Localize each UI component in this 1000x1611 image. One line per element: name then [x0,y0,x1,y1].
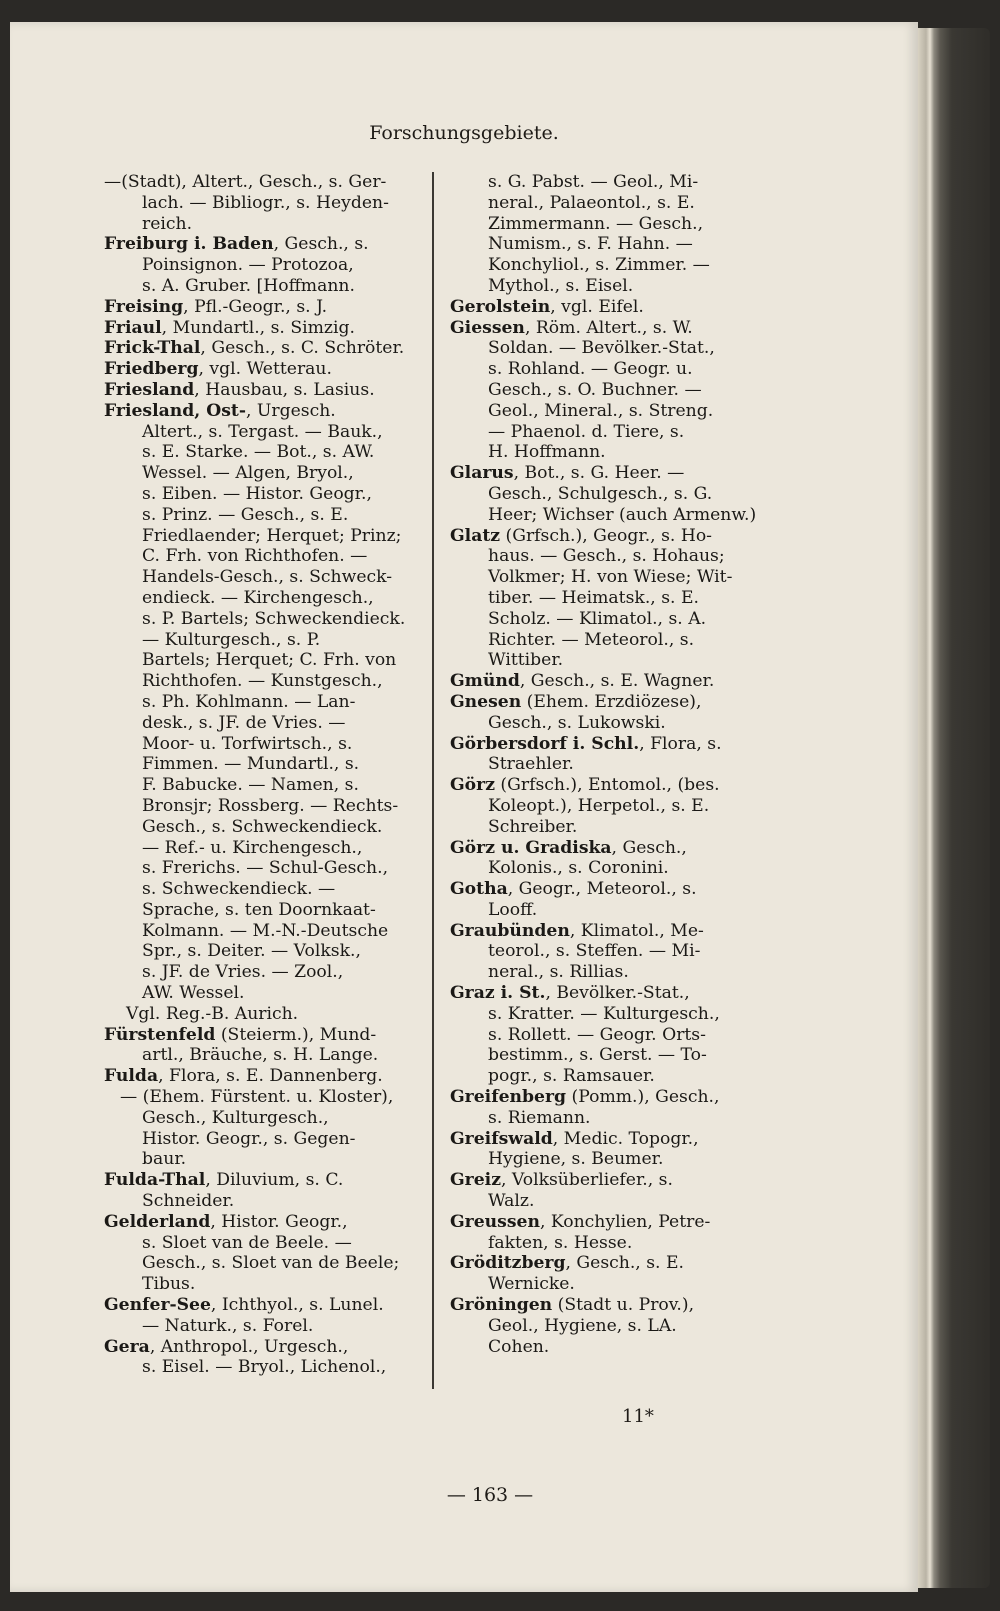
entry-text: (Ehem. Erzdiözese), [521,691,702,712]
index-line: s. JF. de Vries. — Zool., [142,962,344,983]
index-line: s. Ph. Kohlmann. — Lan- [142,691,356,712]
index-entry [450,1087,766,1108]
index-line: s. Prinz. — Gesch., s. E. [142,504,349,525]
entry-text: , Urgesch. [245,400,336,421]
index-line: — (Ehem. Fürstent. u. Kloster), [120,1087,394,1108]
index-line: s. Riemann. [488,1107,591,1128]
index-line: Koleopt.), Herpetol., s. E. [488,795,710,816]
entry-heading: Frick-Thal [104,338,201,359]
entry-heading: Gerolstein [450,296,551,317]
index-line: Mythol., s. Eisel. [488,275,634,296]
book-page [10,22,918,1592]
index-entry [450,671,766,692]
entry-text: , vgl. Wetterau. [198,359,332,380]
index-line: fakten, s. Hesse. [488,1232,633,1253]
entry-heading: Gröditzberg [450,1253,566,1274]
entry-text: , Gesch., s. E. [565,1253,684,1274]
entry-text: , Klimatol., Me- [569,920,704,941]
entry-text: (Steierm.), Mund- [215,1024,377,1045]
index-entry [104,1295,424,1316]
index-entry [450,297,766,318]
entry-heading: Fürstenfeld [104,1024,216,1045]
index-entry [104,338,424,359]
index-line: Gesch., s. Sloet van de Beele; [142,1253,400,1274]
index-line: Moor- u. Torfwirtsch., s. [142,733,353,754]
entry-heading: Gotha [450,879,508,900]
index-entry [104,1212,424,1233]
index-entry [104,318,424,339]
page-header: Forschungsgebiete. [369,122,559,144]
entry-text: , Flora, s. E. Dannenberg. [158,1066,383,1087]
index-entry [450,838,766,859]
index-line: — Naturk., s. Forel. [142,1315,314,1336]
entry-heading: Friesland [104,379,195,400]
index-entry [104,1337,424,1358]
index-entry [450,318,766,339]
entry-heading: Graubünden [450,920,570,941]
entry-heading: Görz u. Gradiska [450,837,612,858]
index-line: teorol., s. Steffen. — Mi- [488,941,701,962]
index-line: Soldan. — Bevölker.-Stat., [488,338,715,359]
index-line: s. Rohland. — Geogr. u. [488,359,693,380]
entry-heading: Gera [104,1336,150,1357]
index-entry [450,1253,766,1274]
index-line: — Kulturgesch., s. P. [142,629,321,650]
index-line: s. P. Bartels; Schweckendieck. [142,608,406,629]
index-line: Richter. — Meteorol., s. [488,629,695,650]
index-line: Looff. [488,899,538,920]
index-line: Schreiber. [488,816,578,837]
index-line: Gesch., s. Schweckendieck. [142,816,383,837]
index-line: Kolonis., s. Coronini. [488,858,669,879]
index-line: Bartels; Herquet; C. Frh. von [142,650,397,671]
entry-heading: Graz i. St. [450,983,546,1004]
entry-text: , Ichthyol., s. Lunel. [210,1295,384,1316]
entry-text: (Grfsch.), Entomol., (bes. [494,775,720,796]
column-divider [432,172,434,1389]
entry-text: , Mundartl., s. Simzig. [161,317,355,338]
index-line: C. Frh. von Richthofen. — [142,546,368,567]
index-line: s. Eiben. — Histor. Geogr., [142,483,372,504]
index-line: Schneider. [142,1191,235,1212]
index-line: s. Eisel. — Bryol., Lichenol., [142,1357,387,1378]
index-line: — Phaenol. d. Tiere, s. [488,421,685,442]
index-line: Handels-Gesch., s. Schweck- [142,567,393,588]
index-line: s. Frerichs. — Schul-Gesch., [142,858,389,879]
index-entry [450,983,766,1004]
entry-heading: Greifenberg [450,1087,567,1108]
index-line: Kolmann. — M.-N.-Deutsche [142,920,389,941]
entry-heading: Gnesen [450,691,522,712]
index-line: Fimmen. — Mundartl., s. [142,754,360,775]
index-line: Spr., s. Deiter. — Volksk., [142,941,361,962]
entry-heading: Friedberg [104,359,199,380]
index-line: Gesch., s. O. Buchner. — [488,379,702,400]
index-line: Wessel. — Algen, Bryol., [142,463,354,484]
index-line: Scholz. — Klimatol., s. A. [488,608,707,629]
entry-text: (Grfsch.), Geogr., s. Ho- [500,525,712,546]
entry-text: , Konchylien, Petre- [539,1211,711,1232]
index-line: Sprache, s. ten Doornkaat- [142,899,376,920]
index-line: Bronsjr; Rossberg. — Rechts- [142,795,399,816]
index-line: Hygiene, s. Beumer. [488,1149,664,1170]
index-entry [450,921,766,942]
index-entry [104,1025,424,1046]
index-line: Geol., Hygiene, s. LA. [488,1315,677,1336]
index-line: s. E. Starke. — Bot., s. AW. [142,442,375,463]
index-line: desk., s. JF. de Vries. — [142,712,346,733]
entry-heading: Freising [104,296,184,317]
signature-mark: 11* [622,1406,654,1427]
index-line: Numism., s. F. Hahn. — [488,234,693,255]
entry-text: , Bevölker.-Stat., [545,983,690,1004]
page-number: — 163 — [446,1484,534,1506]
entry-text: , Gesch., s. C. Schröter. [200,338,405,359]
index-entry [450,1212,766,1233]
index-line: —(Stadt), Altert., Gesch., s. Ger- [104,172,387,192]
index-line: Friedlaender; Herquet; Prinz; [142,525,402,546]
index-line: neral., s. Rillias. [488,962,629,983]
index-line: Wernicke. [488,1274,575,1295]
index-line: Vgl. Reg.-B. Aurich. [126,1003,299,1024]
index-entry [104,1170,424,1191]
index-entry [450,1295,766,1316]
entry-heading: Gelderland [104,1211,211,1232]
index-line: Altert., s. Tergast. — Bauk., [142,421,383,442]
index-line: endieck. — Kirchengesch., [142,587,374,608]
index-line: H. Hoffmann. [488,442,606,463]
entry-heading: Friaul [104,317,162,338]
entry-heading: Glarus [450,463,514,484]
entry-heading: Glatz [450,525,501,546]
index-line: Walz. [488,1191,535,1212]
entry-text: , Pfl.-Geogr., s. J. [183,296,328,317]
index-line: Heer; Wichser (auch Armenw.) [488,504,757,525]
entry-text: , Flora, s. [639,733,722,754]
index-line: Gesch., Schulgesch., s. G. [488,483,713,504]
entry-heading: Gmünd [450,671,520,692]
index-entry [104,401,424,422]
index-line: Geol., Mineral., s. Streng. [488,400,714,421]
index-entry [450,526,766,547]
entry-text: , Bot., s. G. Heer. — [513,463,685,484]
entry-heading: Giessen [450,317,525,338]
entry-text: , Medic. Topogr., [552,1128,699,1149]
entry-heading: Genfer-See [104,1295,211,1316]
entry-text: , Gesch., [611,837,687,858]
index-line: haus. — Gesch., s. Hohaus; [488,546,725,567]
entry-text: , Geogr., Meteorol., s. [507,879,697,900]
entry-text: , Gesch., s. E. Wagner. [519,671,715,692]
entry-text: , Histor. Geogr., [210,1211,348,1232]
index-entry [104,380,424,401]
entry-heading: Greifswald [450,1128,553,1149]
index-line: Zimmermann. — Gesch., [488,213,704,234]
entry-text: , Röm. Altert., s. W. [524,317,693,338]
index-line: baur. [142,1149,187,1170]
index-line: s. Sloet van de Beele. — [142,1232,352,1253]
index-entry [450,1129,766,1150]
index-line: s. G. Pabst. — Geol., Mi- [488,172,699,192]
entry-heading: Gröningen [450,1295,553,1316]
index-line: Wittiber. [488,650,564,671]
index-line: Konchyliol., s. Zimmer. — [488,255,710,276]
entry-heading: Fulda [104,1066,159,1087]
index-line: tiber. — Heimatsk., s. E. [488,587,699,608]
index-line: s. Kratter. — Kulturgesch., [488,1003,720,1024]
index-line: Richthofen. — Kunstgesch., [142,671,383,692]
left-column [104,172,424,1378]
index-entry [104,234,424,255]
index-entry [450,692,766,713]
right-column [450,172,766,1357]
index-line: Gesch., s. Lukowski. [488,712,666,733]
index-line: lach. — Bibliogr., s. Heyden- [142,192,389,213]
index-line: s. Schweckendieck. — [142,879,336,900]
entry-text: (Pomm.), Gesch., [566,1087,720,1108]
index-line: pogr., s. Ramsauer. [488,1066,655,1087]
index-entry [450,1170,766,1191]
entry-text: , Hausbau, s. Lasius. [194,379,375,400]
index-line: s. A. Gruber. [Hoffmann. [142,275,355,296]
index-line: reich. [142,213,193,234]
index-line: Gesch., Kulturgesch., [142,1107,329,1128]
index-entry [450,775,766,796]
index-line: Straehler. [488,754,574,775]
entry-text: , Diluvium, s. C. [205,1170,344,1191]
index-entry [450,463,766,484]
entry-text: , vgl. Eifel. [550,296,644,317]
index-entry [104,1066,424,1087]
index-entry [104,359,424,380]
entry-heading: Friesland, Ost- [104,400,246,421]
entry-heading: Greiz [450,1170,501,1191]
index-line: neral., Palaeontol., s. E. [488,192,695,213]
index-line: Volkmer; H. von Wiese; Wit- [488,567,733,588]
index-line: Histor. Geogr., s. Gegen- [142,1128,356,1149]
entry-heading: Greussen [450,1211,540,1232]
entry-heading: Görz [450,775,495,796]
index-entry [450,879,766,900]
entry-text: , Gesch., s. [273,234,369,255]
entry-text: , Volksüberliefer., s. [500,1170,673,1191]
entry-heading: Fulda-Thal [104,1170,206,1191]
index-line: AW. Wessel. [142,983,245,1004]
index-line: Cohen. [488,1336,550,1357]
index-entry [450,734,766,755]
index-line: Poinsignon. — Protozoa, [142,255,354,276]
index-line: F. Babucke. — Namen, s. [142,775,359,796]
entry-text: (Stadt u. Prov.), [552,1295,695,1316]
book-edge [918,28,990,1588]
index-entry [104,297,424,318]
index-line: s. Rollett. — Geogr. Orts- [488,1024,706,1045]
index-line: bestimm., s. Gerst. — To- [488,1045,707,1066]
index-line: Tibus. [142,1274,196,1295]
entry-heading: Görbersdorf i. Schl. [450,733,640,754]
entry-text: , Anthropol., Urgesch., [149,1336,349,1357]
index-line: artl., Bräuche, s. H. Lange. [142,1045,379,1066]
entry-heading: Freiburg i. Baden [104,234,274,255]
index-line: — Ref.- u. Kirchengesch., [142,837,363,858]
